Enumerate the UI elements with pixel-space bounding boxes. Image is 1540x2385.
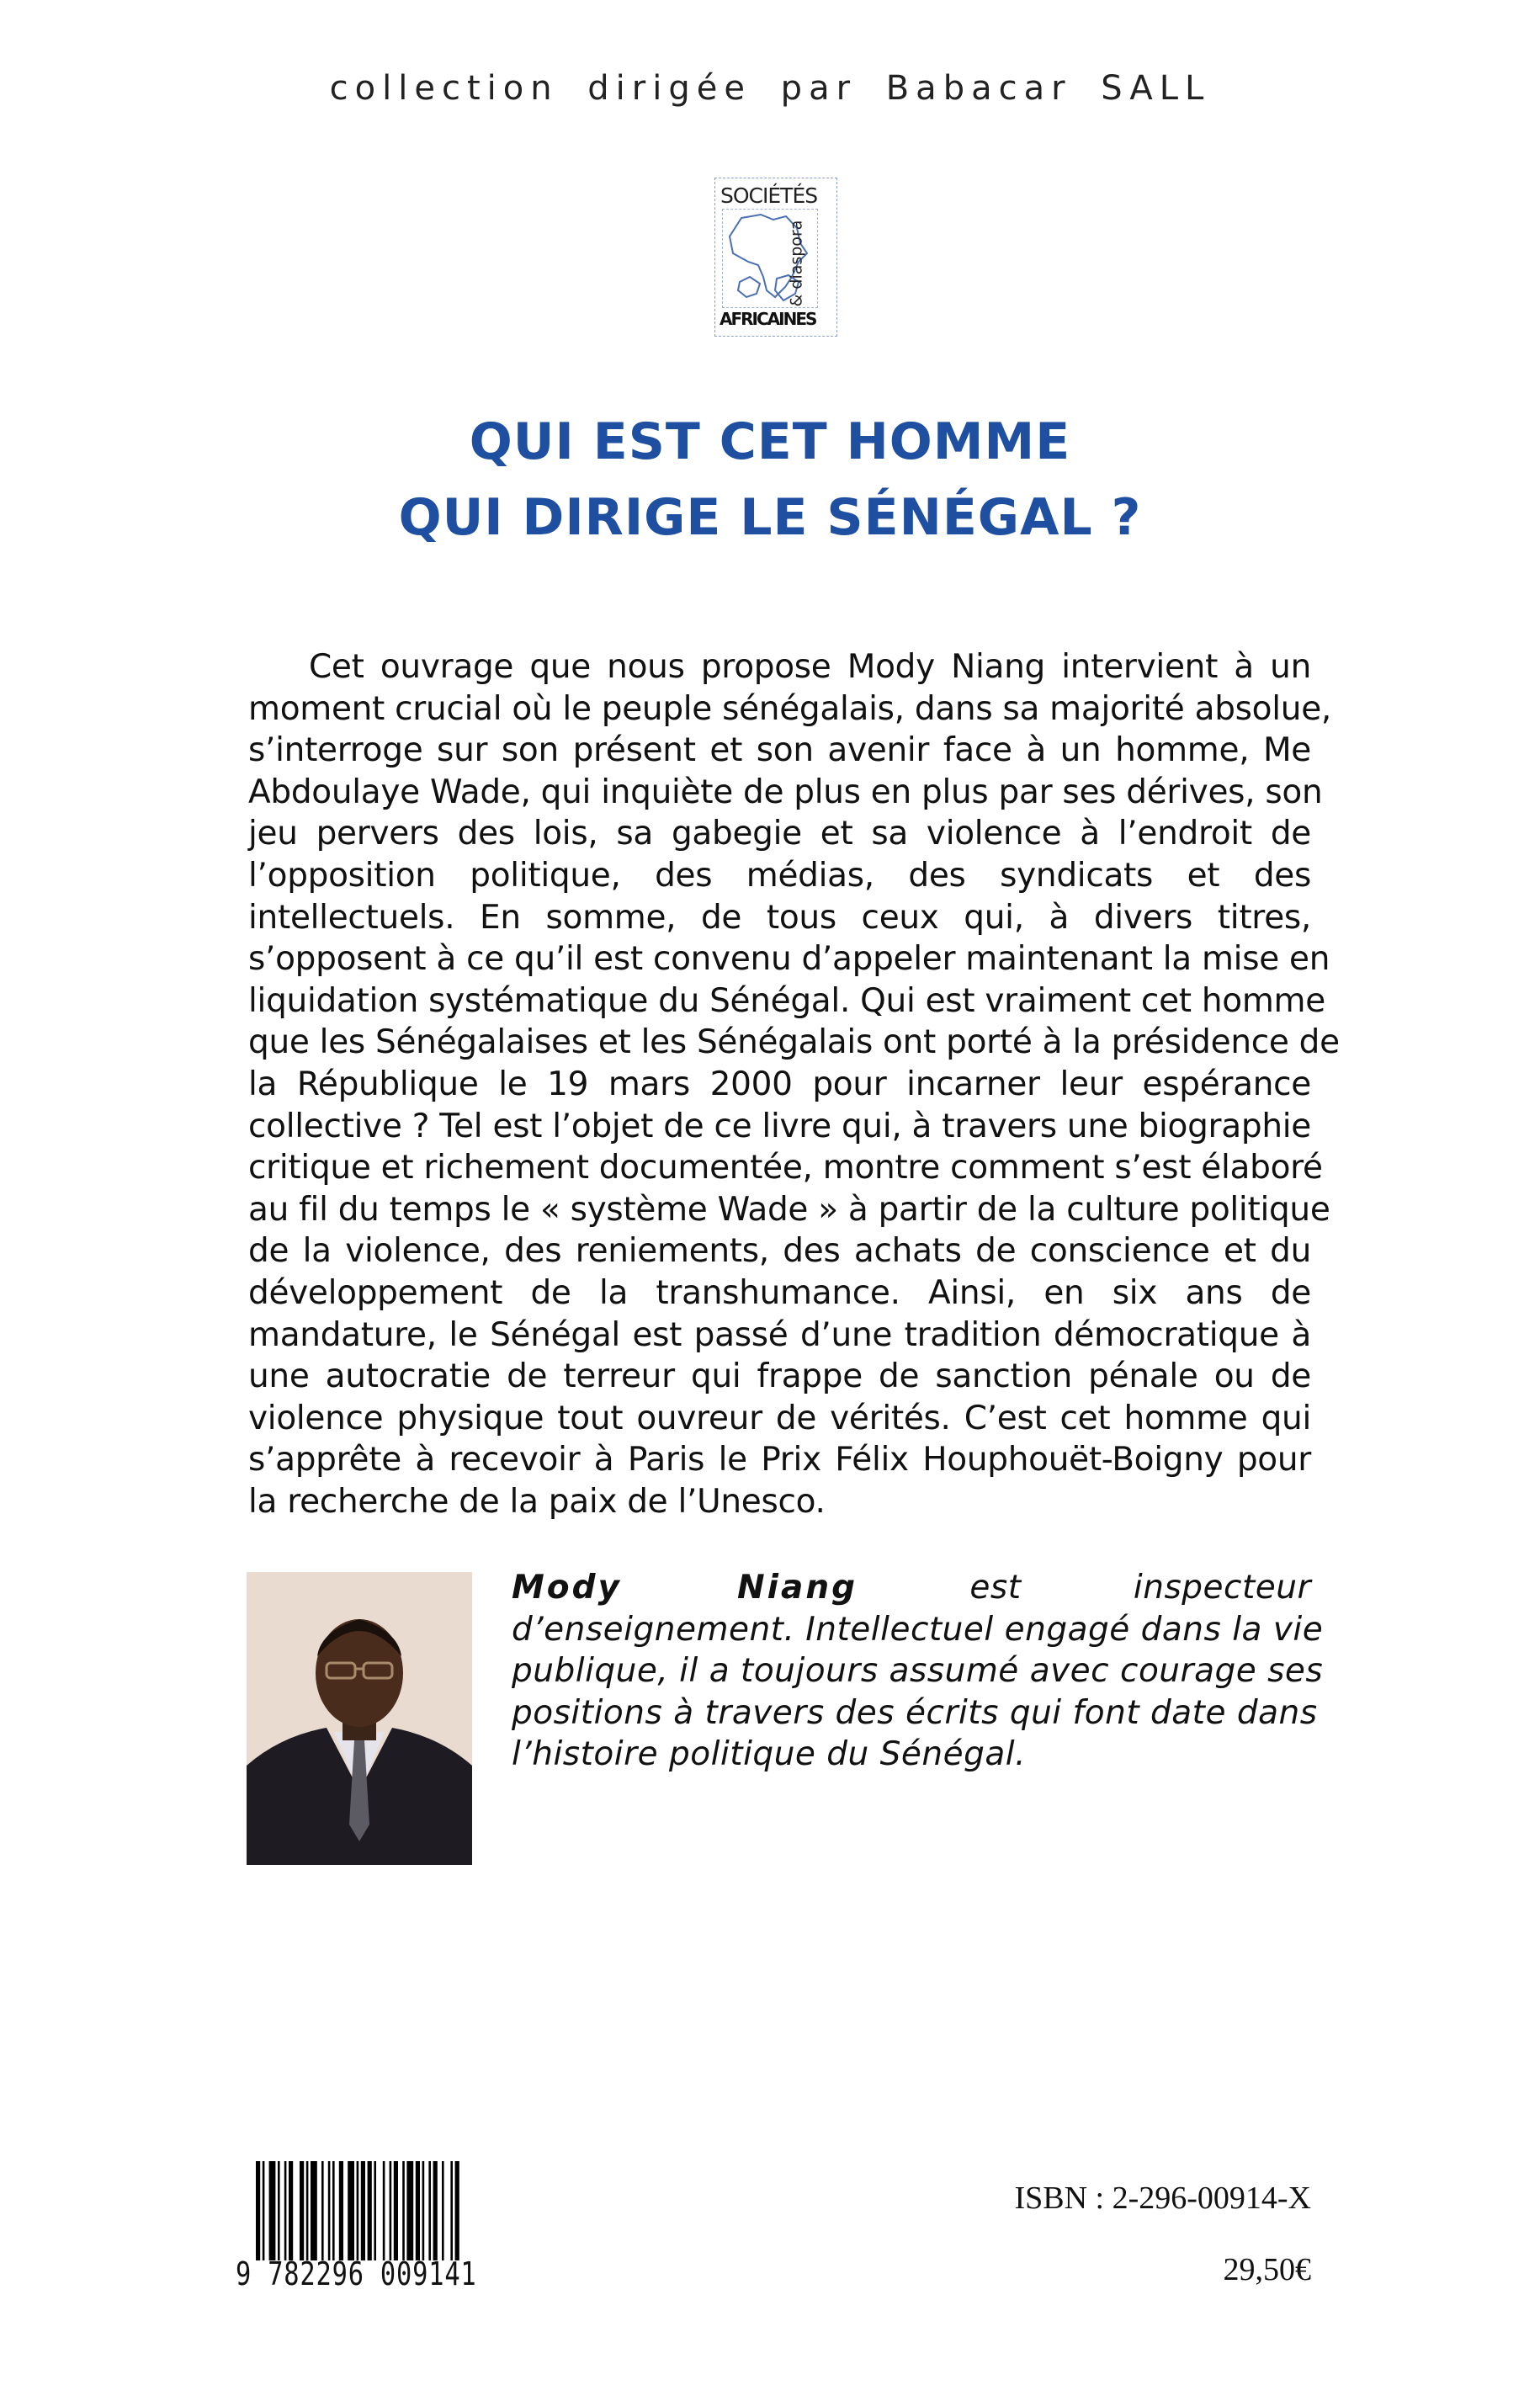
bio-line: publique, il a toujours assumé avec courage ses [512, 1652, 1324, 1691]
barcode-bar [306, 2161, 309, 2260]
logo-side-text: & diaspora [787, 220, 806, 307]
barcode-digits: 9 782296 009141 [236, 2255, 477, 2292]
bio-line: d’enseignement. Intellectuel engagé dans la vie [512, 1610, 1324, 1649]
barcode-bar [390, 2161, 392, 2260]
bio-line: positions à travers des écrits qui font date dans [512, 1693, 1318, 1732]
barcode-bar [339, 2161, 343, 2260]
barcode-bar [284, 2161, 287, 2260]
summary-line: violence physique tout ouvreur de vérités. C’est cet homme qui [248, 1399, 1311, 1437]
barcode-bar [348, 2161, 354, 2260]
book-title-line-1: QUI EST CET HOMME [469, 412, 1071, 471]
summary-line: s’interroge sur son présent et son avenir face à un homme, Me [248, 731, 1311, 770]
collection-credit: collection dirigée par Babacar SALL [329, 69, 1211, 108]
barcode-bar [328, 2161, 331, 2260]
summary-line: la République le 19 mars 2000 pour incarner leur espérance [248, 1065, 1311, 1103]
barcode-bar [374, 2161, 376, 2260]
summary-line: intellectuels. En somme, de tous ceux qui, à divers titres, [248, 898, 1311, 937]
price: 29,50€ [1223, 2252, 1311, 2287]
bio-first-line-rest: est inspecteur [969, 1569, 1311, 1607]
author-bio [512, 1567, 1324, 1776]
summary-line: liquidation systématique du Sénégal. Qui est vraiment cet homme [248, 981, 1325, 1020]
summary-line: Abdoulaye Wade, qui inquiète de plus en plus par ses dérives, son [248, 773, 1323, 811]
summary-line: au fil du temps le « système Wade » à partir de la culture politique [248, 1190, 1330, 1229]
summary-line: développement de la transhumance. Ainsi, en six ans de [248, 1273, 1311, 1312]
summary-line: de la violence, des reniements, des achats de conscience et du [248, 1232, 1311, 1271]
barcode-bar [428, 2161, 431, 2260]
bio-line: l’histoire politique du Sénégal. [512, 1735, 1027, 1774]
summary-line: l’opposition politique, des médias, des syndicats et des [248, 856, 1311, 895]
barcode-bar [311, 2161, 317, 2260]
bio-line [512, 1567, 1311, 1609]
book-title-line-2: QUI DIRIGE LE SÉNÉGAL ? [398, 488, 1142, 547]
barcode-bar [289, 2161, 293, 2260]
summary-line: s’opposent à ce qu’il est convenu d’appeler maintenant la mise en [248, 940, 1330, 979]
summary-line: une autocratie de terreur qui frappe de sanction pénale ou de [248, 1357, 1311, 1396]
barcode-bar [300, 2161, 304, 2260]
barcode-bar [406, 2161, 413, 2260]
summary-line: la recherche de la paix de l’Unesco. [248, 1482, 826, 1521]
barcode-bar [416, 2161, 420, 2260]
barcode-bar [357, 2161, 359, 2260]
summary-line: mandature, le Sénégal est passé d’une tradition démocratique à [248, 1315, 1311, 1354]
summary-line: collective ? Tel est l’objet de ce livre qui, à travers une biographie [248, 1107, 1311, 1145]
publisher-logo [714, 178, 837, 337]
barcode [256, 2161, 505, 2260]
barcode-bar [269, 2161, 276, 2260]
isbn: ISBN : 2-296-00914-X [1014, 2180, 1311, 2216]
barcode-bar [256, 2161, 260, 2260]
summary-line: jeu pervers des lois, sa gabegie et sa violence à l’endroit de [248, 815, 1311, 853]
summary-line: s’apprête à recevoir à Paris le Prix Félix Houphouët-Boigny pour [248, 1441, 1311, 1479]
summary-line: moment crucial où le peuple sénégalais, dans sa majorité absolue, [248, 689, 1331, 728]
summary-line: Cet ouvrage que nous propose Mody Niang intervient à un [309, 648, 1311, 686]
summary-line: critique et richement documentée, montre comment s’est élaboré [248, 1149, 1323, 1187]
author-name: Mody Niang [512, 1569, 858, 1607]
barcode-bar [394, 2161, 398, 2260]
barcode-bar [321, 2161, 324, 2260]
author-photo [247, 1572, 472, 1865]
logo-top-text: SOCIÉTÉS [720, 183, 818, 208]
barcode-bar [361, 2161, 365, 2260]
barcode-bar [368, 2161, 372, 2260]
barcode-bar [332, 2161, 335, 2260]
barcode-bar [278, 2161, 280, 2260]
barcode-bar [433, 2161, 438, 2260]
barcode-bar [442, 2161, 444, 2260]
barcode-bar [455, 2161, 459, 2260]
logo-bottom-text: AFRICAINES [720, 309, 816, 329]
barcode-bar [450, 2161, 453, 2260]
barcode-bar [263, 2161, 265, 2260]
summary-text [248, 646, 1340, 1522]
barcode-bar [383, 2161, 385, 2260]
barcode-bar [422, 2161, 425, 2260]
summary-line: que les Sénégalaises et les Sénégalais ont porté à la présidence de [248, 1023, 1340, 1062]
barcode-bar [402, 2161, 405, 2260]
